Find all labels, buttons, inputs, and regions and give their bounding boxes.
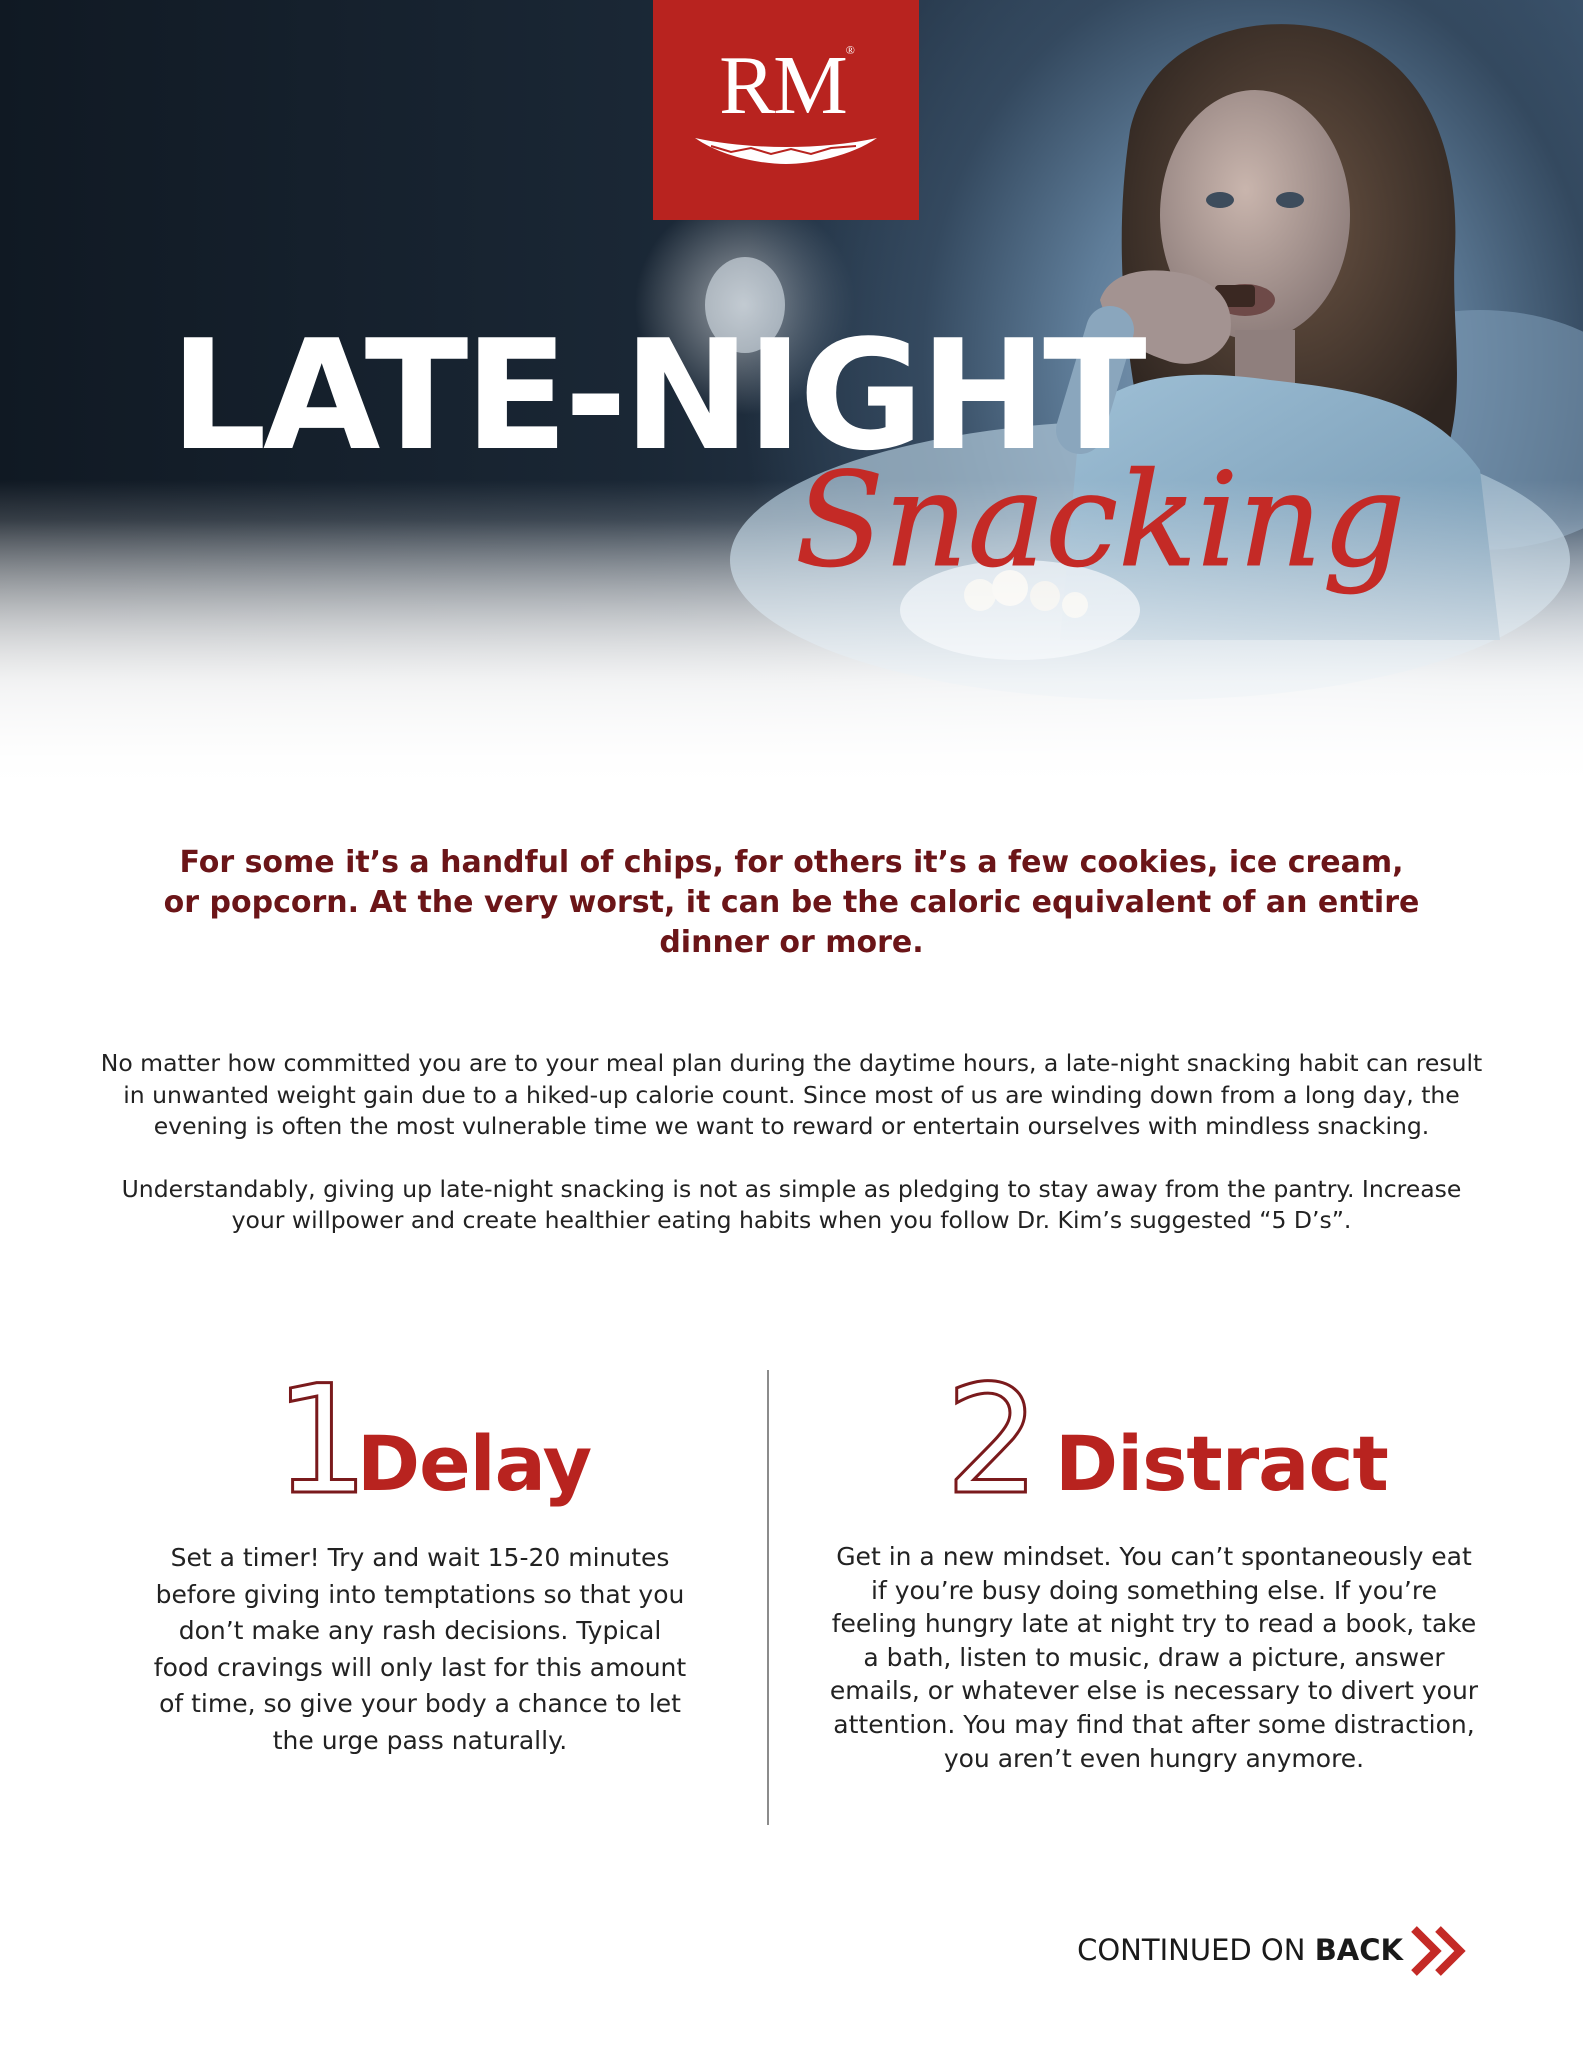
logo-swoosh-icon bbox=[691, 132, 881, 166]
intro-paragraph: Understandably, giving up late-night snacking is not as simple as pledging to stay away from the pantry. Increase your willpower and create healthier eating habits when you follow Dr. Kim’s suggested “5 D’s”. bbox=[121, 1174, 1462, 1234]
script-subtitle-text: Snacking bbox=[795, 444, 1406, 596]
continued-on-back-link[interactable] bbox=[1077, 1930, 1403, 1970]
continued-prefix: CONTINUED ON bbox=[1077, 1933, 1315, 1967]
continued-bold: BACK bbox=[1314, 1933, 1403, 1967]
page-title: LATE-NIGHT bbox=[170, 307, 1143, 484]
intro-lead: For some it’s a handful of chips, for others it’s a few cookies, ice cream, or popcorn. At the very worst, it can be the caloric equivalent of an entire dinner or more. bbox=[163, 845, 1420, 960]
logo-wordmark bbox=[719, 39, 853, 132]
intro-paragraph: No matter how committed you are to your meal plan during the daytime hours, a late-night snacking habit can result in unwanted weight gain due to a hiked-up calorie count. Since most of us are winding down from a long day, the evening is often the most vulnerable time we want to reward or entertain ourselves with mindless snacking. bbox=[100, 1049, 1483, 1140]
script-subtitle bbox=[775, 425, 1406, 635]
step-number bbox=[270, 1354, 370, 1528]
column-divider bbox=[767, 1370, 769, 1825]
step-number-text: 1 bbox=[274, 1354, 370, 1528]
step-number bbox=[941, 1354, 1051, 1528]
step-description: Get in a new mindset. You can’t spontaneously eat if you’re busy doing something else. If you’re feeling hungry late at night try to read a book, take a bath, listen to music, draw a picture, answer emails, or whatever else is necessary to divert your attention. You may find that after some distraction, you aren’t even hungry anymore. bbox=[829, 1542, 1479, 1773]
step-description: Set a timer! Try and wait 15-20 minutes before giving into temptations so that you don’t make any rash decisions. Typical food cravings will only last for this amount of time, so give your body a chance to let the urge pass naturally. bbox=[153, 1543, 687, 1755]
step-title: Distract bbox=[1055, 1419, 1388, 1508]
step-number-text: 2 bbox=[945, 1354, 1041, 1528]
hero-banner bbox=[0, 0, 1583, 800]
step-title: Delay bbox=[357, 1419, 592, 1508]
intro-body bbox=[100, 1048, 1483, 1237]
registered-mark: ® bbox=[845, 43, 853, 57]
logo-text: RM bbox=[719, 39, 846, 132]
double-chevron-right-icon[interactable] bbox=[1410, 1925, 1470, 1977]
brand-logo bbox=[653, 0, 919, 220]
